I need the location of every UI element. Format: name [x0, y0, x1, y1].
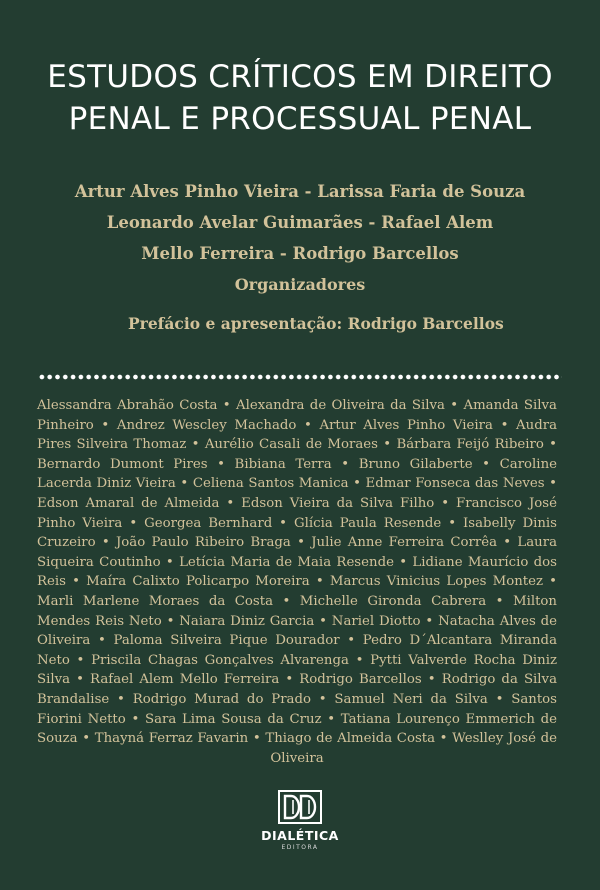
organizers-line-1: Artur Alves Pinho Vieira - Larissa Faria de Souza: [74, 182, 526, 201]
authors-list: Alessandra Abrahão Costa • Alexandra de Oliveira da Silva • Amanda Silva Pinheiro • Andrez Wescley Machado • Artur Alves Pinho Vieira • Audra Pires Silveira Thomaz • Aurélio Casali de Moraes • Bárbara Feijó Ribeiro • Bernardo Dumont Pires • Bibiana Terra • Bruno Gilaberte • Caroline Lacerda Diniz Vieira • Celiena Santos Manica • Edmar Fonseca das Neves • Edson Amaral de Almeida • Edson Vieira da Silva Filho • Francisco José Pinho Vieira • Georgea Bernhard • Glícia Paula Resende • Isabelly Dinis Cruzeiro • João Paulo Ribeiro Braga • Julie Anne Ferreira Corrêa • Laura Siqueira Coutinho • Letícia Maria de Maia Resende • Lidiane Maurício dos Reis • Maíra Calixto Policarpo Moreira • Marcus Vinicius Lopes Montez • Marli Marlene Moraes da Costa • Michelle Gironda Cabrera • Milton Mendes Reis Neto • Naiara Diniz Garcia • Nariel Diotto • Natacha Alves de Oliveira • Paloma Silveira Pique Dourador • Pedro D´Alcantara Miranda Neto • Priscila Chagas Gonçalves Alvarenga • Pytti Valverde Rocha Diniz Silva • Rafael Alem Mello Ferreira • Rodrigo Barcellos • Rodrigo da Silva Brandalise • Rodrigo Murad do Prado • Samuel Neri da Silva • Santos Fiorini Netto • Sara Lima Sousa da Cruz • Tatiana Lourenço Emmerich de Souza • Thayná Ferraz Favarin • Thiago de Almeida Costa • Weslley José de Oliveira: [37, 398, 557, 766]
organizers-line-3: Mello Ferreira - Rodrigo Barcellos: [141, 244, 459, 263]
organizers-line-2: Leonardo Avelar Guimarães - Rafael Alem: [106, 213, 494, 232]
book-title: [30, 56, 570, 140]
organizers-role: Organizadores: [234, 275, 366, 294]
publisher-subtitle: EDITORA: [281, 844, 319, 851]
preface-credit: Prefácio e apresentação: Rodrigo Barcellos: [128, 314, 504, 333]
title-line-1: ESTUDOS CRÍTICOS EM DIREITO: [47, 59, 553, 95]
title-line-2: PENAL E PROCESSUAL PENAL: [68, 101, 532, 137]
publisher-name: DIALÉTICA: [261, 828, 339, 843]
organizers-block: [40, 176, 560, 300]
dotted-divider: [38, 372, 562, 382]
dialetica-logo-icon: [278, 790, 322, 824]
